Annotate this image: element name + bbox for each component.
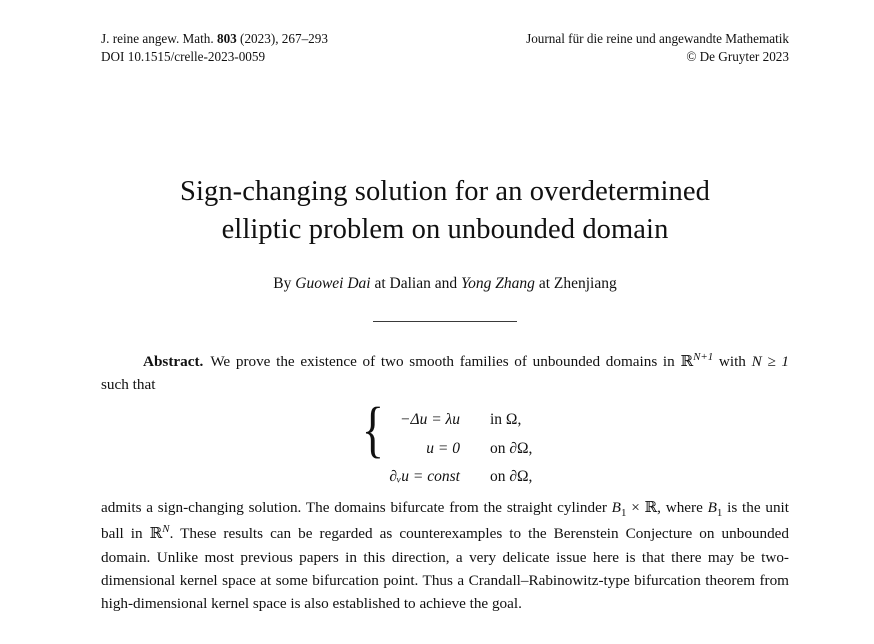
horizontal-divider [373, 321, 517, 322]
abstract-intro-1: We prove the existence of two smooth families of unbounded domains in [210, 352, 675, 370]
cylinder-reals: ℝ [644, 497, 658, 516]
journal-citation-suffix: (2023), 267–293 [236, 31, 328, 46]
journal-citation-prefix: J. reine angew. Math. [101, 31, 217, 46]
byline-by: By [273, 274, 296, 292]
cylinder-subscript: 1 [620, 506, 627, 519]
abstract-intro-post: such that [101, 376, 156, 394]
ball-symbol: B [707, 498, 717, 516]
cases-rows [389, 404, 532, 489]
journal-volume: 803 [216, 31, 237, 46]
display-equation [101, 396, 789, 489]
abstract-paragraph-1 [101, 349, 789, 396]
abstract-body-part-3: is the unit ball in [101, 498, 789, 543]
abstract-condition: N ≥ 1 [751, 352, 789, 370]
equation-row-1-rhs: in Ω, [490, 411, 522, 429]
page-title [101, 173, 789, 249]
title-line-2: elliptic problem on unbounded domain [221, 213, 669, 245]
cases-block [358, 396, 533, 489]
left-brace: { [361, 396, 384, 465]
byline-mid-1: at Dalian and [370, 274, 461, 292]
equation-row-2-rhs: on ∂Ω, [490, 439, 533, 457]
copyright-line: © De Gruyter 2023 [686, 48, 789, 64]
abstract-label: Abstract. [143, 352, 204, 370]
equation-row-1-lhs: −Δu = λu [400, 411, 460, 429]
equation-row-3-lhs: ∂ᵥu = const [389, 468, 460, 486]
ball-reals-exponent: N [162, 523, 170, 536]
doi-line: DOI 10.1515/crelle-2023-0059 [101, 48, 266, 64]
byline [101, 275, 789, 293]
cylinder-times: × [626, 498, 645, 516]
cylinder-symbol: B [611, 498, 621, 516]
space-exponent: N+1 [693, 350, 714, 363]
byline-mid-2: at Zhenjiang [534, 274, 617, 292]
ball-subscript: 1 [716, 506, 723, 519]
journal-citation-line [101, 30, 328, 48]
abstract-section [101, 349, 789, 615]
author-two: Yong Zhang [460, 274, 535, 292]
title-line-1: Sign-changing solution for an overdetermined [180, 176, 710, 208]
ball-reals: ℝ [149, 524, 163, 543]
abstract-body-part-1: admits a sign-changing solution. The domains bifurcate from the straight cylinder [101, 498, 612, 516]
equation-row-2-lhs: u = 0 [426, 439, 460, 457]
abstract-body-part-4: . These results can be regarded as counterexamples to the Berenstein Conjecture on unbounded domain. Unlike most previous papers in this direction, a very delicate issue here is that there may be two-dimensional kernel space at some bifurcation point. Thus a Crandall–Rabinowitz-type bifurcation theorem from high-dimensional kernel space is also established to achieve the goal. [101, 525, 789, 612]
running-head [101, 30, 789, 65]
abstract-intro-mid: with [713, 352, 752, 370]
abstract-body-part-2: , where [657, 498, 708, 516]
author-one: Guowei Dai [295, 274, 371, 292]
abstract-paragraph-2 [101, 496, 789, 615]
running-head-left [101, 30, 328, 65]
page-content [101, 30, 789, 615]
journal-name: Journal für die reine und angewandte Mathematik [526, 31, 789, 46]
space-symbol: ℝ [680, 351, 694, 370]
equation-row-3-rhs: on ∂Ω, [490, 468, 533, 486]
running-head-right [526, 30, 789, 65]
